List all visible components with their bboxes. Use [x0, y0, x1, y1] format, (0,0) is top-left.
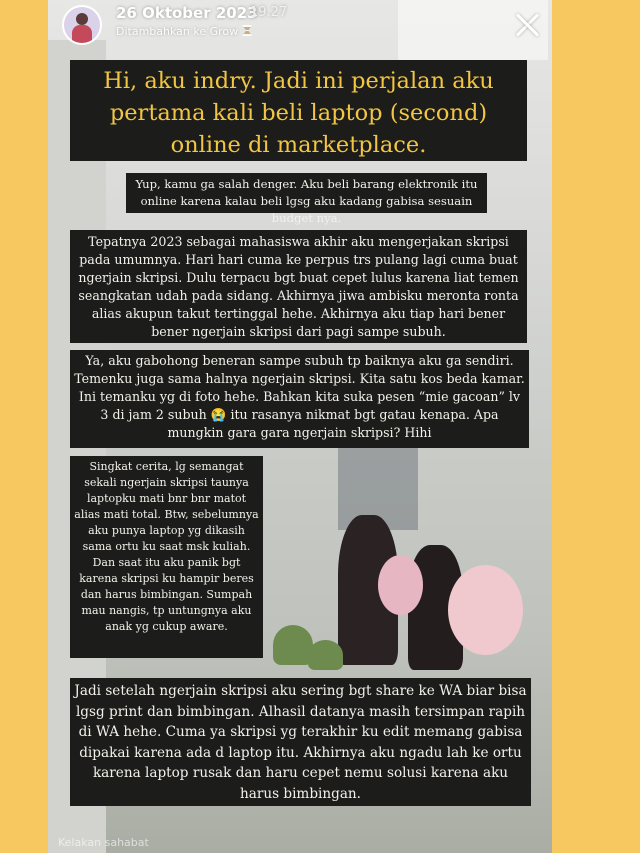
story-paragraph-1: Tepatnya 2023 sebagai mahasiswa akhir aku mengerjakan skripsi pada umumnya. Hari hari cuma ke perpus trs pulang lagi cuma buat ngerjain skripsi. Dulu terpacu bgt buat cepet lulus karena liat temen seangkatan udah pada sidang. Akhirnya jiwa ambisku meronta ronta alias akupun takut tertinggal hehe. Akhirnya aku tiap hari bener bener ngerjain skripsi dari pagi sampe subuh. — [78, 234, 519, 339]
background-bouquet — [378, 555, 423, 615]
story-paragraph-2: Ya, aku gabohong beneran sampe subuh tp baiknya aku ga sendiri. Temenku juga sama halnya ngerjain skripsi. Kita satu kos beda kamar. Ini temanku yg di foto hehe. Bahkan kita suka pesen “mie gacoan” lv 3 di jam 2 subuh 😭 itu rasanya nikmat bgt gatau kenapa. Apa mungkin gara gara ngerjain skripsi? Hihi — [74, 353, 525, 440]
story-time: 19.27 — [250, 5, 288, 20]
story-paragraph-3: Singkat cerita, lg semangat sekali ngerjain skripsi taunya laptopku mati bnr bnr matot alias mati total. Btw, sebelumnya aku punya laptop yg dikasih sama ortu ku saat msk kuliah. Dan saat itu aku panik bgt karena skripsi ku hampir beres dan harus bimbingan. Sumpah mau nangis, tp untungnya aku anak yg cukup aware. — [74, 460, 259, 633]
added-to-label: Ditambahkan ke Grow — [116, 25, 239, 38]
story-paragraph-box — [70, 230, 527, 343]
background-plant — [273, 625, 313, 665]
background-bouquet — [448, 565, 523, 655]
background-plant — [308, 640, 343, 670]
avatar-body — [72, 25, 92, 45]
hourglass-icon — [242, 25, 252, 36]
avatar[interactable] — [62, 5, 102, 45]
avatar-head — [76, 13, 88, 25]
story-title: Hi, aku indry. Jadi ini perjalan aku pertama kali beli laptop (second) online di marketplace. — [103, 68, 494, 158]
close-icon[interactable] — [513, 10, 541, 38]
story-subtitle — [116, 25, 252, 38]
story-date: 26 Oktober 2023 — [116, 4, 258, 22]
story-viewer[interactable] — [48, 0, 552, 853]
story-intro: Yup, kamu ga salah denger. Aku beli barang elektronik itu online karena kalau beli lgsg aku kadang gabisa sesuain budget nya. — [135, 177, 478, 225]
footer-watermark: Kelakan sahabat — [58, 836, 149, 849]
story-paragraph-box — [70, 678, 531, 806]
story-paragraph-box — [70, 456, 263, 658]
story-title-box — [70, 60, 527, 161]
story-intro-box — [126, 173, 487, 225]
story-paragraph-box — [70, 350, 529, 448]
story-paragraph-4: Jadi setelah ngerjain skripsi aku sering bgt share ke WA biar bisa lgsg print dan bimbingan. Alhasil datanya masih tersimpan rapih di WA hehe. Cuma ya skripsi yg terakhir ku edit memang gabisa dipakai karena ada d laptop itu. Akhirnya aku ngadu lah ke ortu karena laptop rusak dan haru cepet nemu solusi karena aku harus bimbingan. — [74, 683, 527, 802]
story-header — [48, 0, 552, 48]
